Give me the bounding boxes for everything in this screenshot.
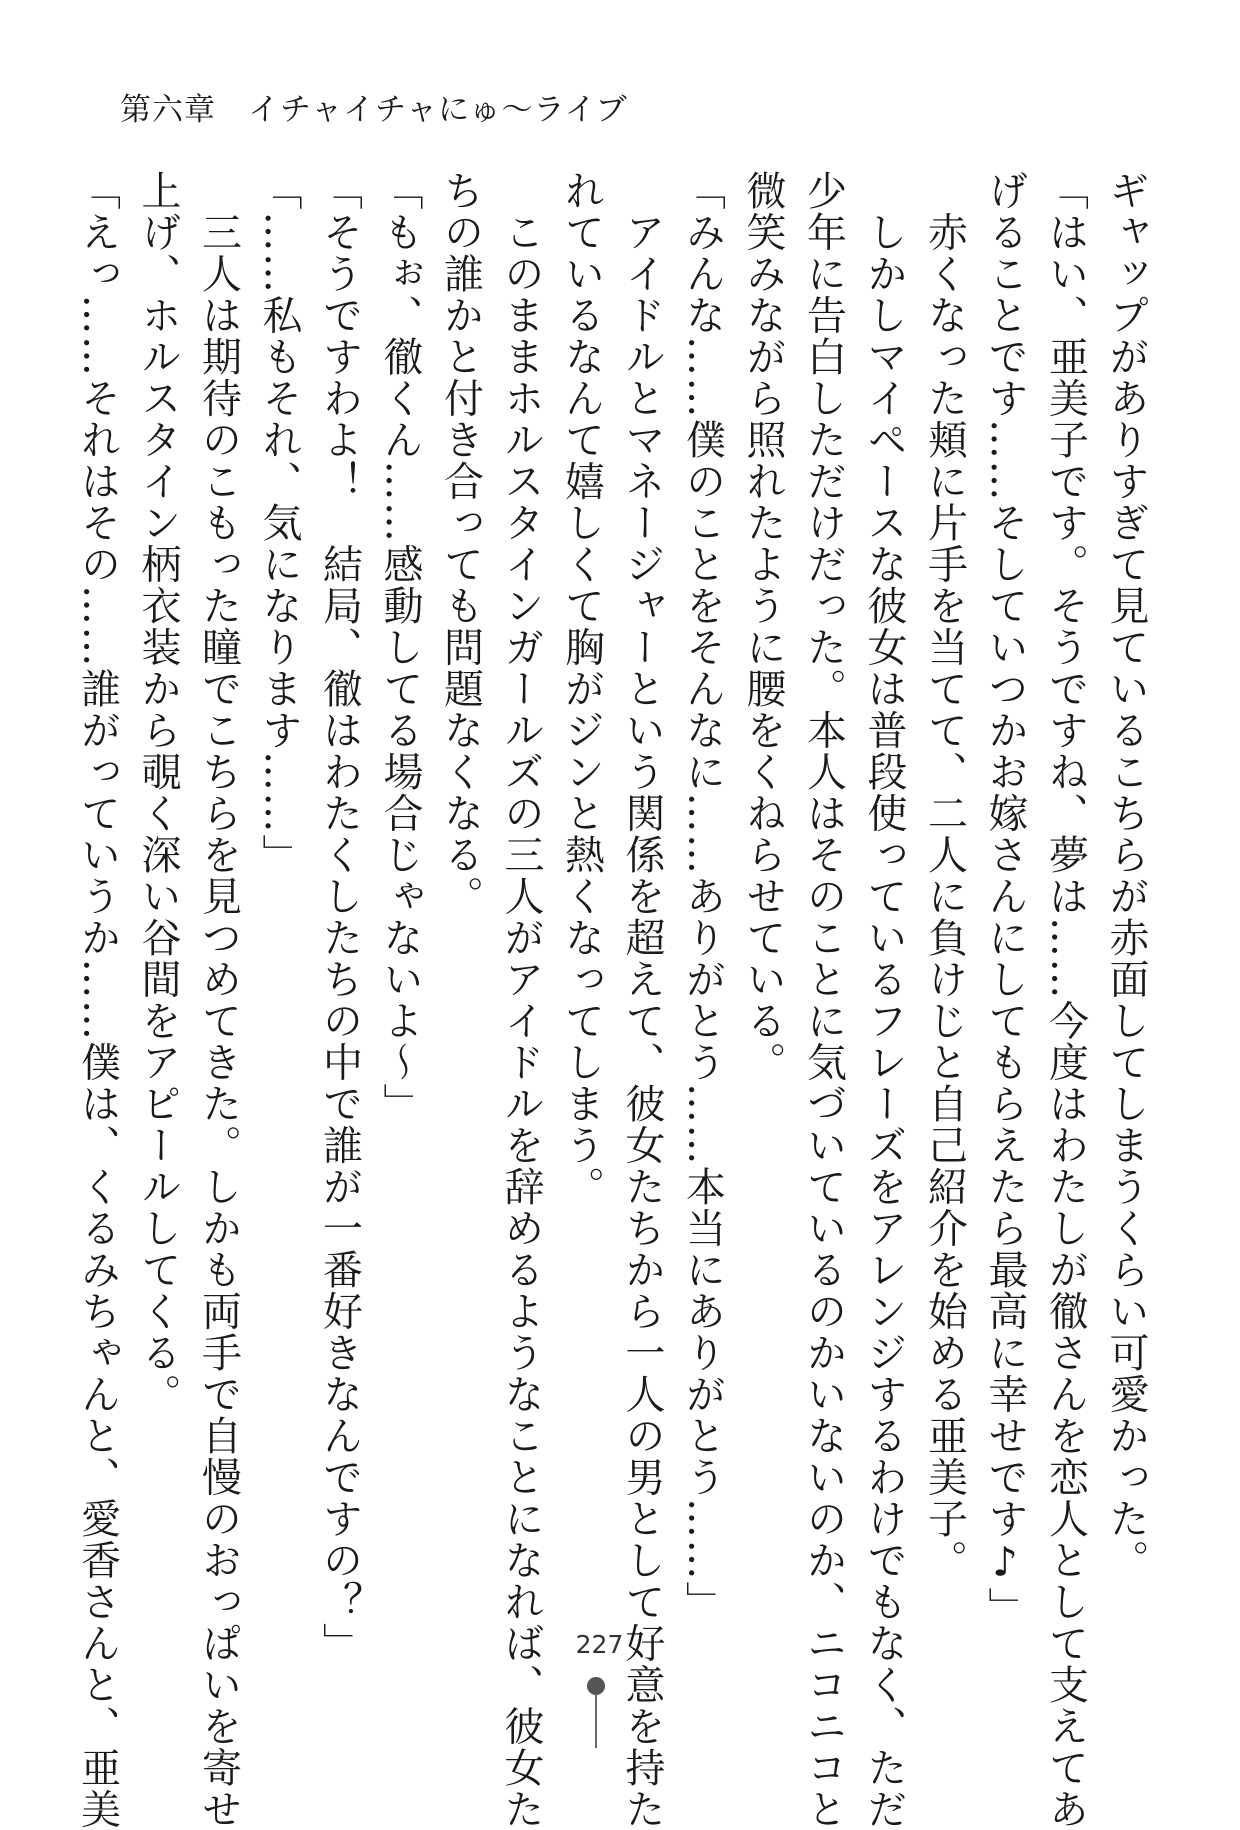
running-head: 第六章 イチャイチャにゅ〜ライブ [120,92,628,128]
text-line: このままホルスタインガールズの三人がアイドルを辞めるようなことになれば、彼女た [498,170,544,1830]
text-line: 三人は期待のこもった瞳でこちらを見つめてきた。しかも両手で自慢のおっぱいを寄せ [195,170,242,1830]
text-line: 「えっ……それはその……誰がっていうか……僕は、くるみちゃんと、愛香さんと、亜美 [74,170,121,1830]
text-line: ちの誰かと付き合っても問題なくなる。 [437,170,484,917]
text-line: 上げ、ホルスタイン柄衣装から覗く深い谷間をアピールしてくる。 [135,170,181,1415]
text-line: 「はい、亜美子です。そうですね、夢は……今度はわたしが徹さんを恋人として支えてあ [1042,170,1089,1830]
text-line: ギャップがありすぎて見ているこちらが赤面してしまうくらい可愛かった。 [1103,170,1149,1581]
text-line: 少年に告白しただけだった。本人はそのことに気づいているのかいないのか、ニコニコと [800,170,847,1830]
text-line: しかしマイペースな彼女は普段使っているフレーズをアレンジするわけでもなく、ただ [861,170,907,1830]
page-marker-line [595,1694,597,1748]
text-line: 微笑みながら照れたように腰をくねらせている。 [740,170,786,1083]
text-line: げることです……そしていつかお嫁さんにしてもらえたら最高に幸せです♪」 [982,170,1028,1629]
page-number: 227 [575,1630,624,1659]
page-marker-dot [587,1677,605,1695]
text-line: 「もぉ、徹くん……感動してる場合じゃないよ〜」 [377,170,423,1125]
text-line: アイドルとマネージャーという関係を超えて、彼女たちから一人の男として好意を持た [619,170,665,1830]
text-line: 赤くなった頬に片手を当てて、二人に負けじと自己紹介を始める亜美子。 [921,170,968,1581]
text-line: れているなんて嬉しくて胸がジンと熱くなってしまう。 [558,170,605,1208]
text-line: 「みんな……僕のことをそんなに……ありがとう……本当にありがとう……」 [679,170,726,1623]
text-line: 「……私もそれ、気になります……」 [256,170,302,876]
text-line: 「そうですわよ！ 結局、徹はわたくしたちの中で誰が一番好きなんですの？」 [316,170,363,1664]
